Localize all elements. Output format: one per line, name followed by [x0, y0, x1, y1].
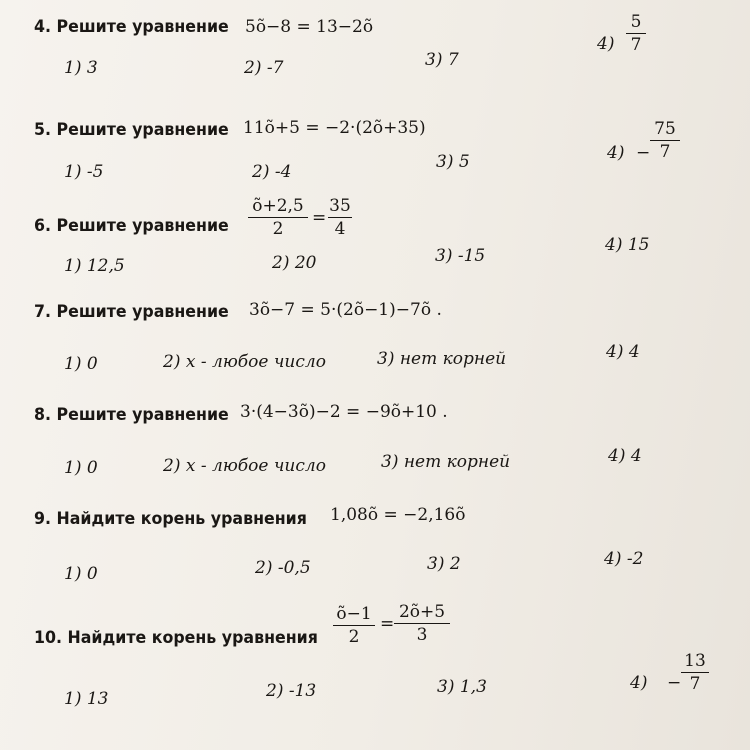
- problem-10-option-1: 1) 13: [64, 689, 109, 709]
- fraction-numerator: 13: [684, 651, 706, 671]
- fraction-denominator: 3: [416, 625, 428, 645]
- fraction-denominator: 7: [630, 35, 642, 55]
- problem-8-option-2: 2) х - любое число: [163, 456, 326, 476]
- fraction-denominator: 2: [348, 627, 360, 647]
- problem-8-stem: [34, 405, 229, 425]
- problem-text: Найдите корень уравнения: [56, 509, 307, 529]
- problem-6-right-fraction: [328, 196, 352, 239]
- fraction-bar: [650, 140, 680, 141]
- fraction-bar: [626, 33, 646, 34]
- problem-number: 9.: [34, 509, 52, 529]
- fraction-numerator: õ+2,5: [252, 196, 304, 216]
- problem-8-option-3: 3) нет корней: [381, 452, 511, 472]
- problem-4-option-1: 1) 3: [64, 58, 98, 78]
- problem-5-option-4-sign: −: [636, 143, 651, 163]
- problem-9-equation: 1,08õ = −2,16õ: [330, 505, 466, 525]
- problem-number: 6.: [34, 216, 52, 236]
- fraction-denominator: 7: [659, 142, 671, 162]
- problem-number: 5.: [34, 120, 52, 140]
- problem-8-equation: 3·(4−3õ)−2 = −9õ+10 .: [240, 402, 448, 422]
- problem-10-option-4-sign: −: [667, 673, 682, 693]
- problem-9-option-2: 2) -0,5: [255, 558, 311, 578]
- problem-number: 7.: [34, 302, 52, 322]
- problem-10-equals-sign: =: [380, 614, 395, 634]
- problem-7-option-2: 2) х - любое число: [163, 352, 326, 372]
- problem-text: Решите уравнение: [56, 120, 229, 140]
- problem-10-option-4-fraction: [681, 651, 709, 694]
- fraction-denominator: 4: [334, 219, 346, 239]
- problem-5-equation: 11õ+5 = −2·(2õ+35): [243, 118, 426, 138]
- problem-7-option-1: 1) 0: [64, 354, 98, 374]
- problem-6-option-3: 3) -15: [435, 246, 486, 266]
- problem-10-left-fraction: [333, 604, 375, 647]
- fraction-numerator: 35: [329, 196, 351, 216]
- fraction-numerator: 5: [630, 12, 642, 32]
- problem-6-stem: [34, 216, 229, 236]
- problem-number: 10.: [34, 628, 63, 648]
- problem-6-option-2: 2) 20: [272, 253, 317, 273]
- problem-4-option-2: 2) -7: [244, 58, 284, 78]
- problem-10-option-3: 3) 1,3: [437, 677, 487, 697]
- fraction-bar: [681, 672, 709, 673]
- problem-10-right-fraction: [394, 602, 450, 645]
- problem-5-option-4-label: 4): [607, 143, 625, 163]
- problem-8-option-4: 4) 4: [608, 446, 642, 466]
- problem-9-option-3: 3) 2: [427, 554, 461, 574]
- problem-6-option-4: 4) 15: [605, 235, 650, 255]
- fraction-numerator: õ−1: [336, 604, 372, 624]
- problem-9-option-4: 4) -2: [604, 549, 644, 569]
- fraction-bar: [333, 625, 375, 626]
- problem-9-stem: [34, 509, 307, 529]
- fraction-denominator: 7: [689, 674, 701, 694]
- problem-number: 4.: [34, 17, 52, 37]
- problem-10-option-2: 2) -13: [266, 681, 317, 701]
- problem-5-option-4-fraction: [650, 119, 680, 162]
- problem-5-stem: [34, 120, 229, 140]
- problem-text: Решите уравнение: [56, 17, 229, 37]
- problem-7-stem: [34, 302, 229, 322]
- problem-10-option-4-label: 4): [630, 673, 648, 693]
- fraction-bar: [394, 623, 450, 624]
- problem-7-option-4: 4) 4: [606, 342, 640, 362]
- problem-text: Решите уравнение: [56, 405, 229, 425]
- problem-text: Решите уравнение: [56, 302, 229, 322]
- fraction-bar: [328, 217, 352, 218]
- problem-6-left-fraction: [248, 196, 308, 239]
- problem-text: Найдите корень уравнения: [67, 628, 318, 648]
- fraction-numerator: 75: [654, 119, 676, 139]
- fraction-denominator: 2: [272, 219, 284, 239]
- problem-7-equation: 3õ−7 = 5·(2õ−1)−7õ .: [249, 300, 442, 320]
- problem-4-option-3: 3) 7: [425, 50, 459, 70]
- fraction-numerator: 2õ+5: [398, 602, 446, 622]
- problem-text: Решите уравнение: [56, 216, 229, 236]
- problem-4-stem: [34, 17, 229, 37]
- problem-5-option-2: 2) -4: [252, 162, 292, 182]
- problem-7-option-3: 3) нет корней: [377, 349, 507, 369]
- problem-10-stem: [34, 628, 318, 648]
- problem-6-option-1: 1) 12,5: [64, 256, 125, 276]
- problem-6-equals-sign: =: [312, 208, 327, 228]
- problem-4-option-4-label: 4): [597, 34, 615, 54]
- problem-5-option-1: 1) -5: [64, 162, 104, 182]
- problem-8-option-1: 1) 0: [64, 458, 98, 478]
- fraction-bar: [248, 217, 308, 218]
- problem-4-equation: 5õ−8 = 13−2õ: [245, 17, 374, 37]
- problem-5-option-3: 3) 5: [436, 152, 470, 172]
- problem-4-option-4-fraction: [626, 12, 646, 55]
- problem-9-option-1: 1) 0: [64, 564, 98, 584]
- problem-number: 8.: [34, 405, 52, 425]
